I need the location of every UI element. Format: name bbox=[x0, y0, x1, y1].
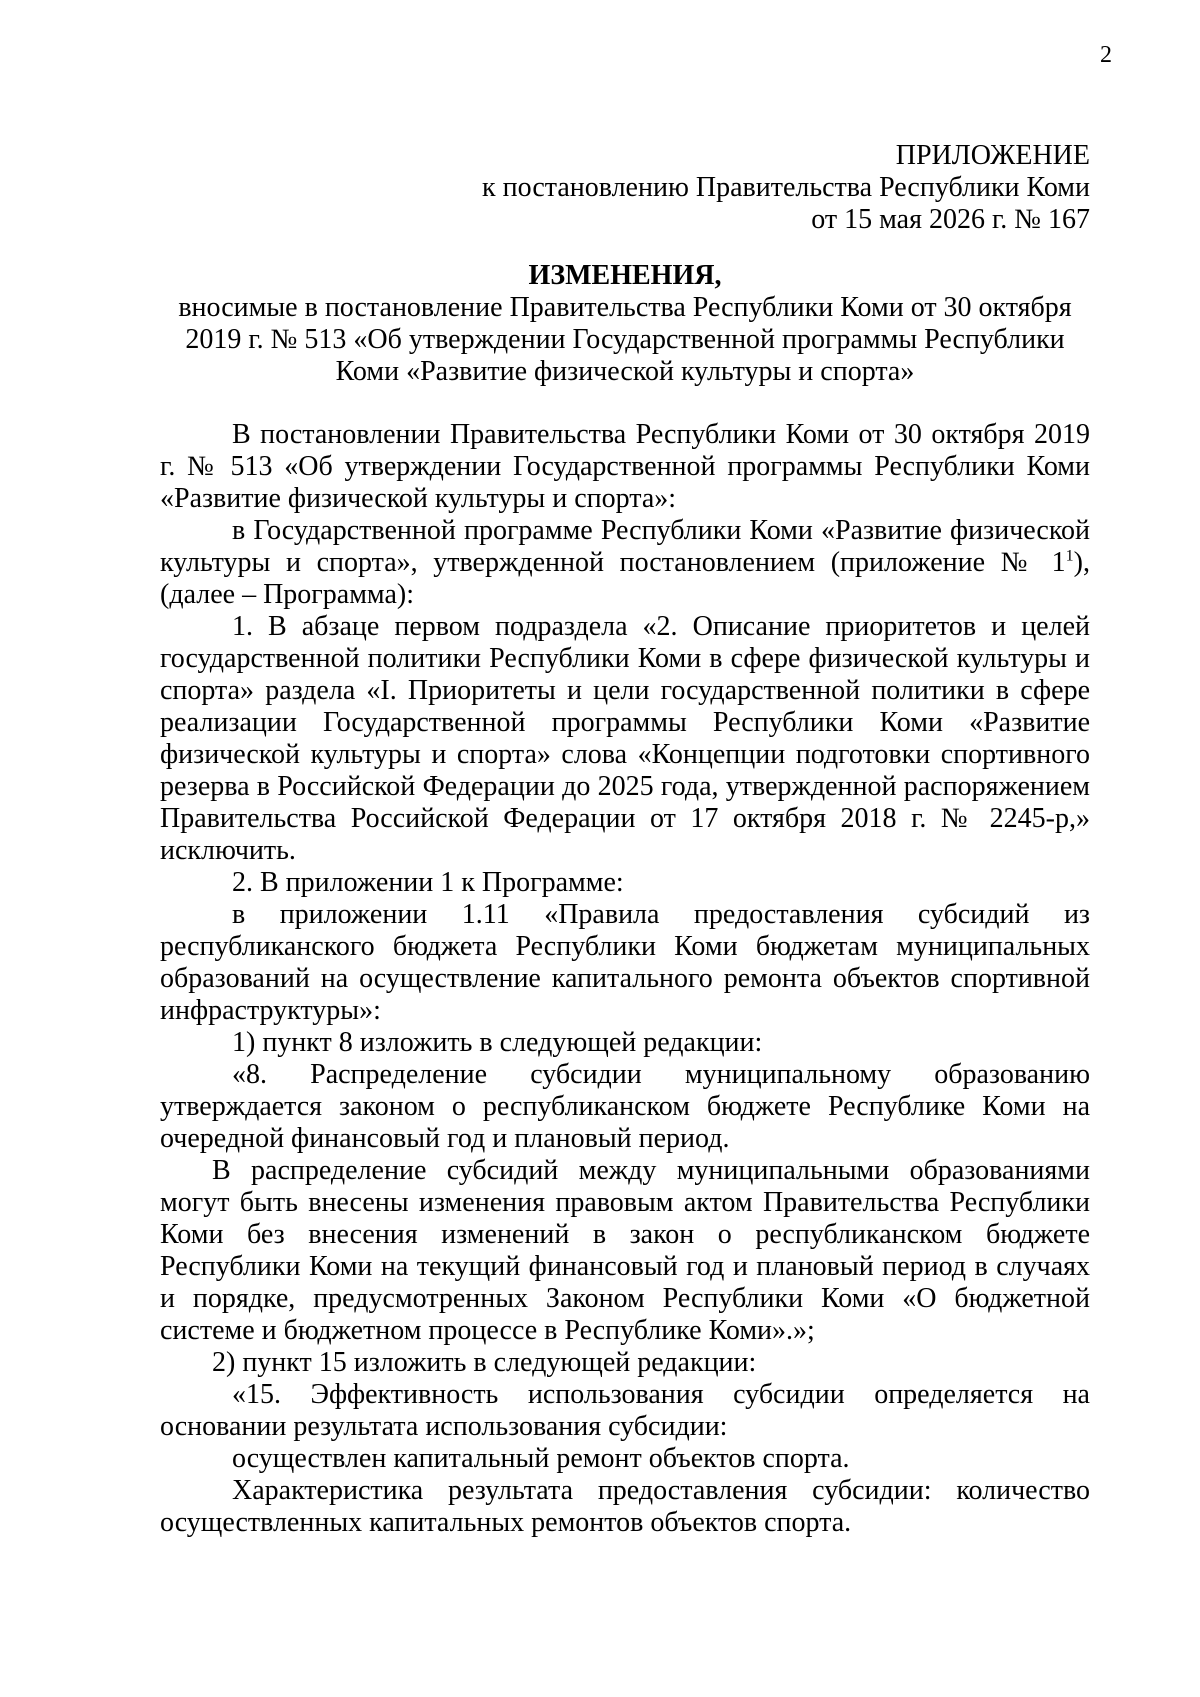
document-content bbox=[160, 140, 1090, 1539]
paragraph-point-8: «8. Распределение субсидии муниципальному образованию утверждается законом о республиканском бюджете Республике Коми на очередной финансовый год и плановый период. bbox=[160, 1059, 1090, 1154]
paragraph-appendix-1-11: в приложении 1.11 «Правила предоставления субсидий из республиканского бюджета Республики Коми бюджетам муниципальных образований на осуществление капитального ремонта объектов спортивной инфраструктуры»: bbox=[160, 899, 1090, 1026]
paragraph-subitem-1: 1) пункт 8 изложить в следующей редакции: bbox=[232, 1027, 763, 1058]
document-body bbox=[160, 419, 1090, 1539]
paragraph-subitem-2: 2) пункт 15 изложить в следующей редакции: bbox=[212, 1347, 757, 1378]
paragraph-program-text-end: ), (далее – Программа): bbox=[160, 547, 1090, 610]
paragraph-intro: В постановлении Правительства Республики Коми от 30 октября 2019 г. № 513 «Об утверждении Государственной программы Республики Коми «Развитие физической культуры и спорта»: bbox=[160, 419, 1090, 514]
document-subtitle: вносимые в постановление Правительства Республики Коми от 30 октября 2019 г. № 513 «Об утверждении Государственной программы Республики Коми «Развитие физической культуры и спорта» bbox=[178, 292, 1072, 387]
page-number: 2 bbox=[1100, 42, 1112, 68]
paragraph-program-text: в Государственной программе Республики Коми «Развитие физической культуры и спорта», утвержденной постановлением (приложение № 1 bbox=[160, 515, 1090, 578]
appendix-reference: к постановлению Правительства Республики Коми bbox=[482, 172, 1090, 203]
appendix-label: ПРИЛОЖЕНИЕ bbox=[895, 140, 1090, 171]
paragraph-item-1: 1. В абзаце первом подраздела «2. Описание приоритетов и целей государственной политики Республики Коми в сфере физической культуры и спорта» раздела «I. Приоритеты и цели государственной политики в сфере реализации Государственной программы Республики Коми «Развитие физической культуры и спорта» слова «Концепции подготовки спортивного резерва в Российской Федерации до 2025 года, утвержденной распоряжением Правительства Российской Федерации от 17 октября 2018 г. № 2245-р,» исключить. bbox=[160, 611, 1090, 866]
paragraph-program bbox=[160, 515, 1090, 611]
paragraph-result: осуществлен капитальный ремонт объектов спорта. bbox=[232, 1443, 850, 1474]
document-title: ИЗМЕНЕНИЯ, bbox=[528, 260, 722, 291]
paragraph-result-characteristic: Характеристика результата предоставления субсидии: количество осуществленных капитальных ремонтов объектов спорта. bbox=[160, 1475, 1090, 1538]
paragraph-item-2: 2. В приложении 1 к Программе: bbox=[232, 867, 624, 898]
paragraph-point-15: «15. Эффективность использования субсидии определяется на основании результата использования субсидии: bbox=[160, 1379, 1090, 1442]
appendix-header bbox=[160, 140, 1090, 236]
paragraph-distribution: В распределение субсидий между муниципальными образованиями могут быть внесены изменения правовым актом Правительства Республики Коми без внесения изменений в закон о республиканском бюджете Республики Коми на текущий финансовый год и плановый период в случаях и порядке, предусмотренных Законом Республики Коми «О бюджетной системе и бюджетном процессе в Республике Коми».»; bbox=[160, 1155, 1090, 1346]
appendix-date-number: от 15 мая 2026 г. № 167 bbox=[811, 204, 1090, 235]
footnote-superscript: 1 bbox=[1065, 547, 1074, 565]
